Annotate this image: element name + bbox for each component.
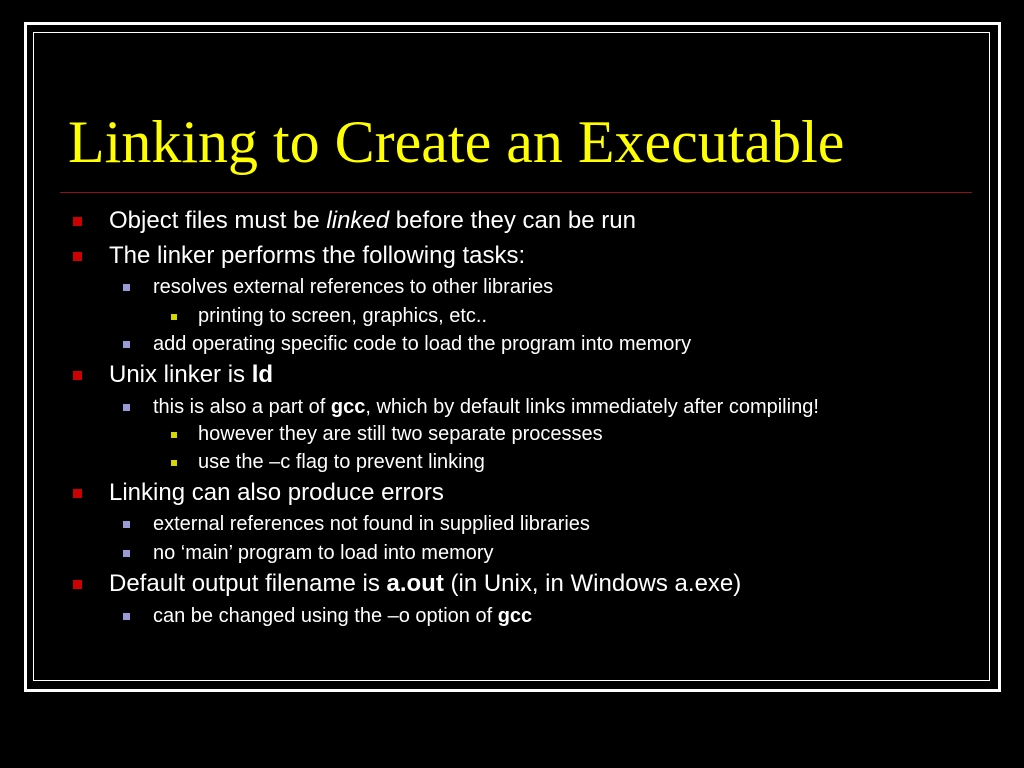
bullet-bold: ld [251,361,274,388]
bullet-text: external references not found in supplied libraries [153,513,590,535]
slide-title: Linking to Create an Executable [68,109,845,175]
lavender-square-bullet-icon [123,613,130,620]
bullet-text: add operating specific code to load the program into memory [153,333,692,355]
lavender-square-bullet-icon [123,550,130,557]
red-square-bullet-icon [73,489,82,498]
bullet-linking-errors [109,478,444,508]
bullet-text: Unix linker is [109,361,252,388]
bullet-default-output [109,569,741,599]
bullet-text: can be changed using the –o option of [153,605,498,627]
bullet-linker-tasks [109,241,525,271]
red-square-bullet-icon [73,217,82,226]
lavender-square-bullet-icon [123,404,130,411]
sub-sub-bullet-separate-processes [198,421,603,447]
bullet-text: , which by default links immediately after compiling! [365,396,819,418]
yellow-square-bullet-icon [171,432,177,438]
bullet-object-files [109,206,636,236]
lavender-square-bullet-icon [123,521,130,528]
bullet-text: (in Unix, in Windows a.exe) [443,570,742,597]
bullet-text: before they can be run [389,207,636,234]
sub-bullet-external-references [153,511,590,537]
bullet-text: Object files must be [109,207,327,234]
bullet-bold: a.out [386,570,444,597]
sub-bullet-o-option [153,603,532,629]
sub-bullet-resolves-references [153,274,553,300]
sub-bullet-no-main [153,540,494,566]
sub-sub-bullet-c-flag [198,449,485,475]
sub-sub-bullet-printing [198,303,487,329]
lavender-square-bullet-icon [123,284,130,291]
red-square-bullet-icon [73,252,82,261]
lavender-square-bullet-icon [123,341,130,348]
bullet-bold: gcc [330,396,366,418]
red-square-bullet-icon [73,580,82,589]
bullet-text: printing to screen, graphics, etc.. [198,305,488,327]
title-divider [60,192,972,193]
bullet-text: resolves external references to other libraries [153,276,554,298]
yellow-square-bullet-icon [171,314,177,320]
bullet-text: this is also a part of [153,396,331,418]
yellow-square-bullet-icon [171,460,177,466]
bullet-text: use the –c flag to prevent linking [198,451,485,473]
bullet-unix-linker [109,360,273,390]
bullet-text: no ‘main’ program to load into memory [153,542,494,564]
red-square-bullet-icon [73,371,82,380]
bullet-text: Linking can also produce errors [109,479,444,506]
sub-bullet-os-specific-code [153,331,691,357]
bullet-text: Default output filename is [109,570,387,597]
sub-bullet-part-of-gcc [153,394,819,420]
bullet-emphasis: linked [326,207,390,234]
bullet-text: however they are still two separate processes [198,423,603,445]
bullet-bold: gcc [497,605,533,627]
bullet-text: The linker performs the following tasks: [109,242,526,269]
